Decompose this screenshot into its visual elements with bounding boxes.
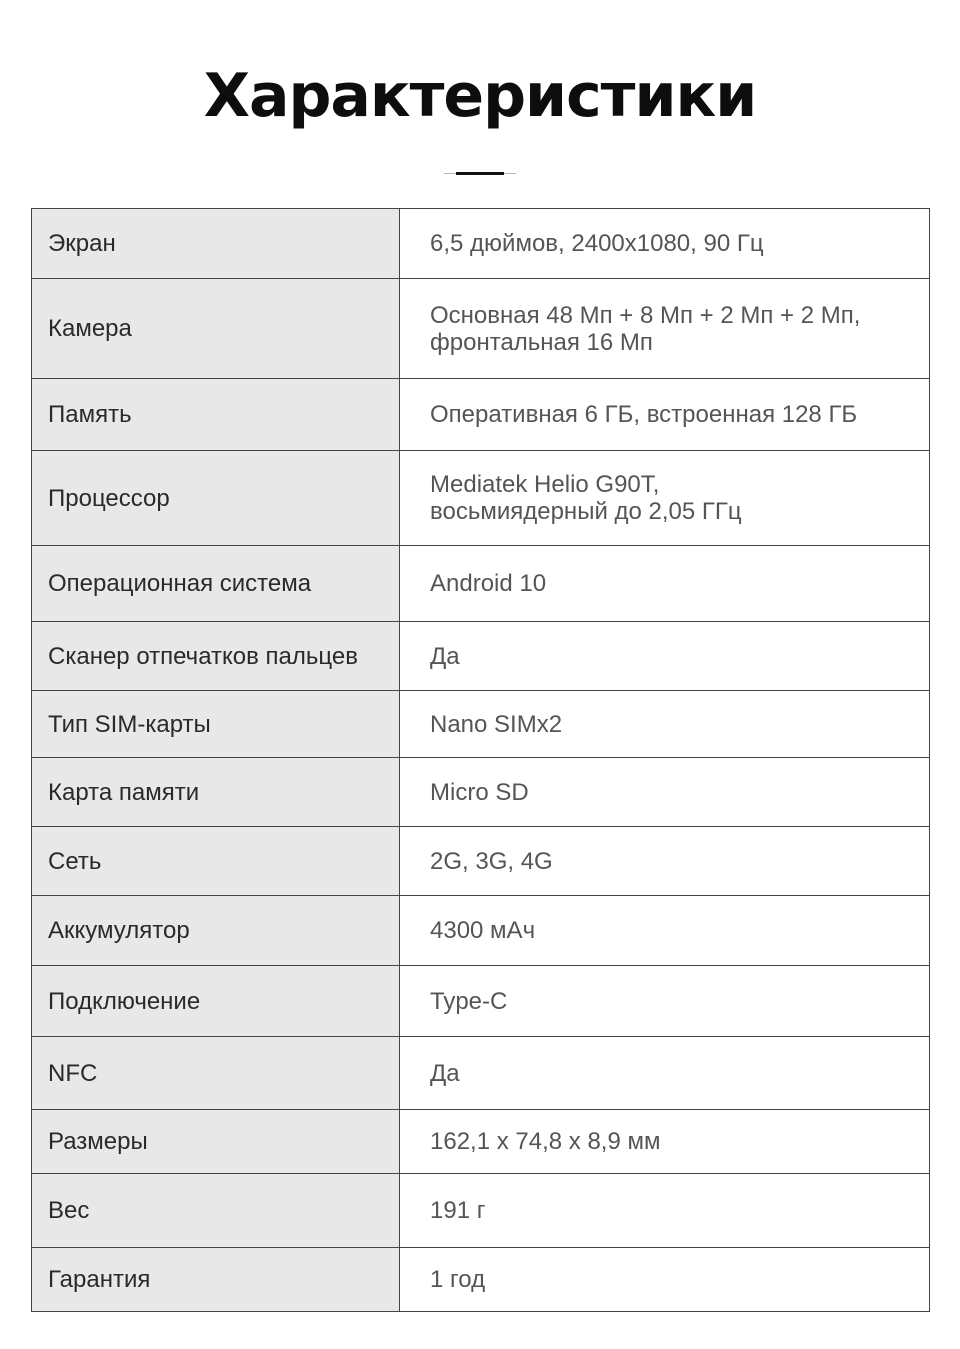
spec-value-text: 6,5 дюймов, 2400x1080, 90 Гц: [430, 230, 764, 257]
spec-label: Операционная система: [32, 546, 400, 622]
spec-value-text: Оперативная 6 ГБ, встроенная 128 ГБ: [430, 401, 858, 428]
spec-label: Память: [32, 379, 400, 451]
spec-label: Тип SIM-карты: [32, 691, 400, 758]
spec-label: Гарантия: [32, 1248, 400, 1312]
spec-value: [400, 209, 930, 279]
spec-value-text: Да: [430, 642, 460, 670]
spec-value-text: Type-C: [430, 987, 508, 1015]
spec-value: [400, 691, 930, 758]
spec-label: Карта памяти: [32, 758, 400, 827]
spec-row-processor: [32, 451, 930, 546]
spec-label: Сканер отпечатков пальцев: [32, 622, 400, 691]
spec-row-network: [32, 827, 930, 896]
spec-value-text: Mediatek Helio G90T, восьмиядерный до 2,05 ГГц: [430, 471, 742, 525]
spec-row-camera: [32, 279, 930, 379]
spec-label: Подключение: [32, 966, 400, 1037]
spec-value: [400, 546, 930, 622]
spec-value: [400, 1037, 930, 1110]
spec-value-text: 2G, 3G, 4G: [430, 847, 553, 875]
spec-row-memory: [32, 379, 930, 451]
spec-value-text: Основная 48 Мп + 8 Мп + 2 Мп + 2 Мп, фронтальная 16 Мп: [430, 301, 861, 356]
spec-value: [400, 827, 930, 896]
spec-value-text: Android 10: [430, 570, 547, 597]
spec-value-text: 162,1 x 74,8 x 8,9 мм: [430, 1128, 661, 1155]
spec-value-text: Nano SIMx2: [430, 710, 563, 738]
spec-value-text: Да: [430, 1059, 460, 1087]
spec-row-fingerprint: [32, 622, 930, 691]
spec-value: [400, 1174, 930, 1248]
spec-value: [400, 896, 930, 966]
spec-row-battery: [32, 896, 930, 966]
spec-row-connection: [32, 966, 930, 1037]
spec-value: [400, 966, 930, 1037]
spec-value: [400, 451, 930, 546]
spec-value: [400, 1110, 930, 1174]
spec-row-memory-card: [32, 758, 930, 827]
spec-value-text: Micro SD: [430, 778, 529, 806]
spec-label: Камера: [32, 279, 400, 379]
spec-row-warranty: [32, 1248, 930, 1312]
spec-value: [400, 758, 930, 827]
spec-table: [31, 208, 930, 1312]
spec-value: [400, 379, 930, 451]
spec-label: Размеры: [32, 1110, 400, 1174]
spec-value-text: 4300 мАч: [430, 917, 536, 944]
spec-row-nfc: [32, 1037, 930, 1110]
spec-label: Экран: [32, 209, 400, 279]
spec-row-os: [32, 546, 930, 622]
divider-line-thick: [456, 172, 504, 175]
spec-row-dimensions: [32, 1110, 930, 1174]
spec-value: [400, 1248, 930, 1312]
spec-value: [400, 622, 930, 691]
spec-label: Процессор: [32, 451, 400, 546]
page-title: Характеристики: [203, 61, 757, 131]
spec-value-text: 1 год: [430, 1266, 486, 1293]
spec-row-sim: [32, 691, 930, 758]
spec-value: [400, 279, 930, 379]
spec-label: Аккумулятор: [32, 896, 400, 966]
spec-label: NFC: [32, 1037, 400, 1110]
spec-label: Сеть: [32, 827, 400, 896]
spec-row-screen: [32, 209, 930, 279]
spec-row-weight: [32, 1174, 930, 1248]
spec-value-text: 191 г: [430, 1197, 486, 1224]
spec-label: Вес: [32, 1174, 400, 1248]
title-divider: [444, 172, 516, 175]
